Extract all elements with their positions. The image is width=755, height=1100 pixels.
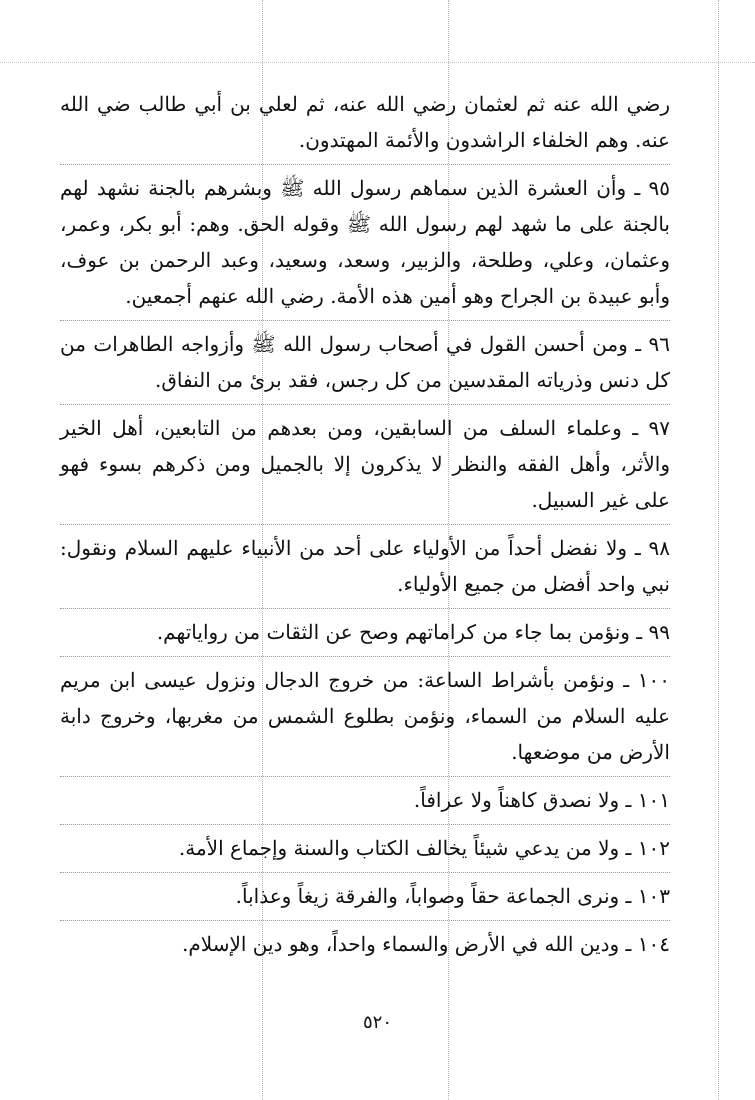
paragraph-104: ١٠٤ ـ ودين الله في الأرض والسماء واحداً، وهو دين الإسلام. <box>60 920 670 968</box>
paragraph-100: ١٠٠ ـ ونؤمن بأشراط الساعة: من خروج الدجال ونزول عيسى ابن مريم عليه السلام من السماء، ونؤمن بطلوع الشمس من مغربها، وخروج دابة الأرض من موضعها. <box>60 656 670 776</box>
paragraph-97: ٩٧ ـ وعلماء السلف من السابقين، ومن بعدهم من التابعين، أهل الخير والأثر، وأهل الفقه والنظر لا يذكرون إلا بالجميل ومن ذكرهم بسوء فهو على غير السبيل. <box>60 404 670 524</box>
scan-guide-line <box>718 0 719 1100</box>
paragraph-95: ٩٥ ـ وأن العشرة الذين سماهم رسول الله ﷺ وبشرهم بالجنة نشهد لهم بالجنة على ما شهد لهم رسول الله ﷺ وقوله الحق. وهم: أبو بكر، وعمر، وعثمان، وعلي، وطلحة، والزبير، وسعد، وسعيد، وعبد الرحمن بن عوف، وأبو عبيدة بن الجراح وهو أمين هذه الأمة. رضي الله عنهم أجمعين. <box>60 164 670 320</box>
page-body-text <box>60 86 670 968</box>
paragraph-99: ٩٩ ـ ونؤمن بما جاء من كراماتهم وصح عن الثقات من رواياتهم. <box>60 608 670 656</box>
paragraph-101: ١٠١ ـ ولا نصدق كاهناً ولا عرافاً. <box>60 776 670 824</box>
paragraph-102: ١٠٢ ـ ولا من يدعي شيئاً يخالف الكتاب والسنة وإجماع الأمة. <box>60 824 670 872</box>
paragraph-98: ٩٨ ـ ولا نفضل أحداً من الأولياء على أحد من الأنبياء عليهم السلام ونقول: نبي واحد أفضل من جميع الأولياء. <box>60 524 670 608</box>
paragraph-103: ١٠٣ ـ ونرى الجماعة حقاً وصواباً، والفرقة زيغاً وعذاباً. <box>60 872 670 920</box>
scan-guide-line <box>0 62 755 63</box>
page-number: ٥٢٠ <box>362 1012 392 1033</box>
paragraph-96: ٩٦ ـ ومن أحسن القول في أصحاب رسول الله ﷺ وأزواجه الطاهرات من كل دنس وذرياته المقدسين من كل رجس، فقد برئ من النفاق. <box>60 320 670 404</box>
paragraph-intro: رضي الله عنه ثم لعثمان رضي الله عنه، ثم لعلي بن أبي طالب ضي الله عنه. وهم الخلفاء الراشدون والأئمة المهتدون. <box>60 92 670 152</box>
